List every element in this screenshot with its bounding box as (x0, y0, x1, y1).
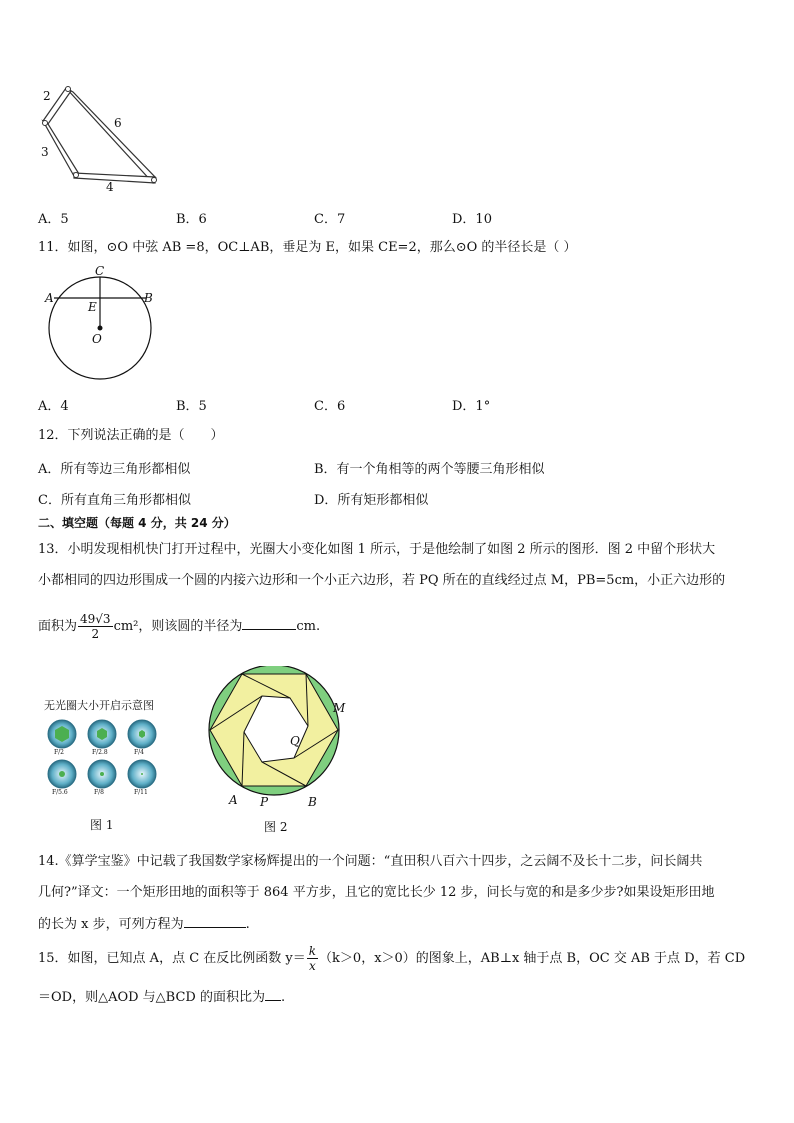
q13-fig2-label-q: Q (290, 734, 300, 748)
q13-fig1-caption: 图 1 (90, 818, 114, 832)
q13-area-fraction (78, 612, 113, 641)
q10-label-4: 4 (106, 180, 114, 194)
q15-line2 (38, 988, 285, 1007)
q13-fig1-stop-f2: F/2 (54, 749, 65, 756)
q13-frac-den: 2 (91, 627, 100, 641)
q11-circle-figure (40, 260, 160, 380)
q14-answer-blank (184, 915, 246, 928)
q15-line2-text: ＝OD，则△AOD 与△BCD 的面积比为 (38, 990, 265, 1005)
q11-option-c: C．6 (314, 399, 346, 414)
q13-fig1-stop-f8: F/8 (94, 789, 105, 796)
q13-line1: 13．小明发现相机快门打开过程中，光圈大小变化如图 1 所示，于是他绘制了如图 2 所示的图形．图 2 中留个形状大 (38, 542, 716, 557)
q11-option-d: D．1° (452, 399, 491, 414)
q14-line1: 14.《算学宝鉴》中记载了我国数学家杨辉提出的一个问题：“直田积八百六十四步，之云阔不及长十二步，问长阔共 (38, 854, 703, 869)
q10-option-d: D．10 (452, 212, 492, 227)
q11-option-a: A．4 (38, 399, 69, 414)
q10-option-c: C．7 (314, 212, 346, 227)
q10-label-6: 6 (114, 116, 122, 130)
q10-figure (30, 80, 170, 195)
q15-answer-blank (265, 988, 281, 1001)
q15-line1-b: （k＞0，x＞0）的图象上，AB⊥x 轴于点 B，OC 交 AB 于点 D，若 CD (319, 951, 746, 966)
q15-fraction (307, 944, 318, 973)
section-heading: 二、填空题（每题 4 分，共 24 分） (38, 516, 236, 530)
q10-option-a: A．5 (38, 212, 69, 227)
q12-option-d: D．所有矩形都相似 (314, 493, 429, 508)
q12-option-b: B．有一个角相等的两个等腰三角形相似 (314, 462, 545, 477)
q11-stem: 11．如图，⊙O 中弦 AB =8，OC⊥AB，垂足为 E，如果 CE=2，那么⊙O 的半径长是（ ） (38, 240, 577, 255)
q13-fig2-caption: 图 2 (264, 820, 288, 834)
q11-label-a: A (45, 291, 54, 305)
q14-line3-end: . (245, 917, 250, 932)
q13-area-unit: cm²，则该圆的半径为 (113, 619, 243, 634)
q13-fig2 (204, 666, 348, 806)
q11-option-b: B．5 (176, 399, 207, 414)
q13-frac-num: 49√3 (80, 612, 111, 626)
q13-area-prefix: 面积为 (38, 619, 78, 634)
q12-option-c: C．所有直角三角形都相似 (38, 493, 191, 508)
q12-option-a: A．所有等边三角形都相似 (38, 462, 191, 477)
q13-fig1-stop-f4: F/4 (134, 749, 145, 756)
q13-answer-blank (242, 617, 296, 630)
q15-line2-end: . (280, 990, 286, 1005)
q15-frac-den: x (309, 959, 316, 973)
q15-frac-num: k (308, 944, 317, 958)
q13-fig1-stop-f28: F/2.8 (92, 749, 108, 756)
q11-label-e: E (88, 300, 97, 314)
q13-fig2-label-b: B (308, 795, 317, 809)
q13-fig1-apertures (44, 718, 170, 798)
q10-option-b: B．6 (176, 212, 207, 227)
q13-line2: 小都相同的四边形围成一个圆的内接六边形和一个小正六边形，若 PQ 所在的直线经过点 M，PB=5cm，小正六边形的 (38, 573, 726, 588)
q14-line3-text: 的长为 x 步，可列方程为 (38, 917, 184, 932)
q13-fig1-stop-f11: F/11 (134, 789, 148, 796)
q11-label-b: B (144, 291, 153, 305)
q15-line1 (38, 941, 745, 977)
q13-fig2-label-p: P (260, 795, 269, 809)
q12-stem: 12．下列说法正确的是（ ） (38, 428, 224, 443)
q14-line3 (38, 915, 250, 934)
q13-suffix: cm. (296, 619, 321, 634)
q13-line3 (38, 610, 320, 644)
q15-line1-a: 15．如图，已知点 A，点 C 在反比例函数 y＝ (38, 951, 306, 966)
q13-fig1-stop-f56: F/5.6 (52, 789, 68, 796)
q10-label-3: 3 (41, 145, 49, 159)
q13-fig1-title: 无光圈大小开启示意图 (44, 699, 154, 712)
q14-line2: 几何?”译文：一个矩形田地的面积等于 864 平方步，且它的宽比长少 12 步，问长与宽的和是多少步?如果设矩形田地 (38, 885, 715, 900)
q13-fig2-label-a: A (229, 793, 238, 807)
q11-label-o: O (92, 332, 102, 346)
q11-label-c: C (95, 264, 105, 278)
q13-fig2-label-m: M (333, 701, 346, 715)
q10-label-2: 2 (43, 89, 51, 103)
